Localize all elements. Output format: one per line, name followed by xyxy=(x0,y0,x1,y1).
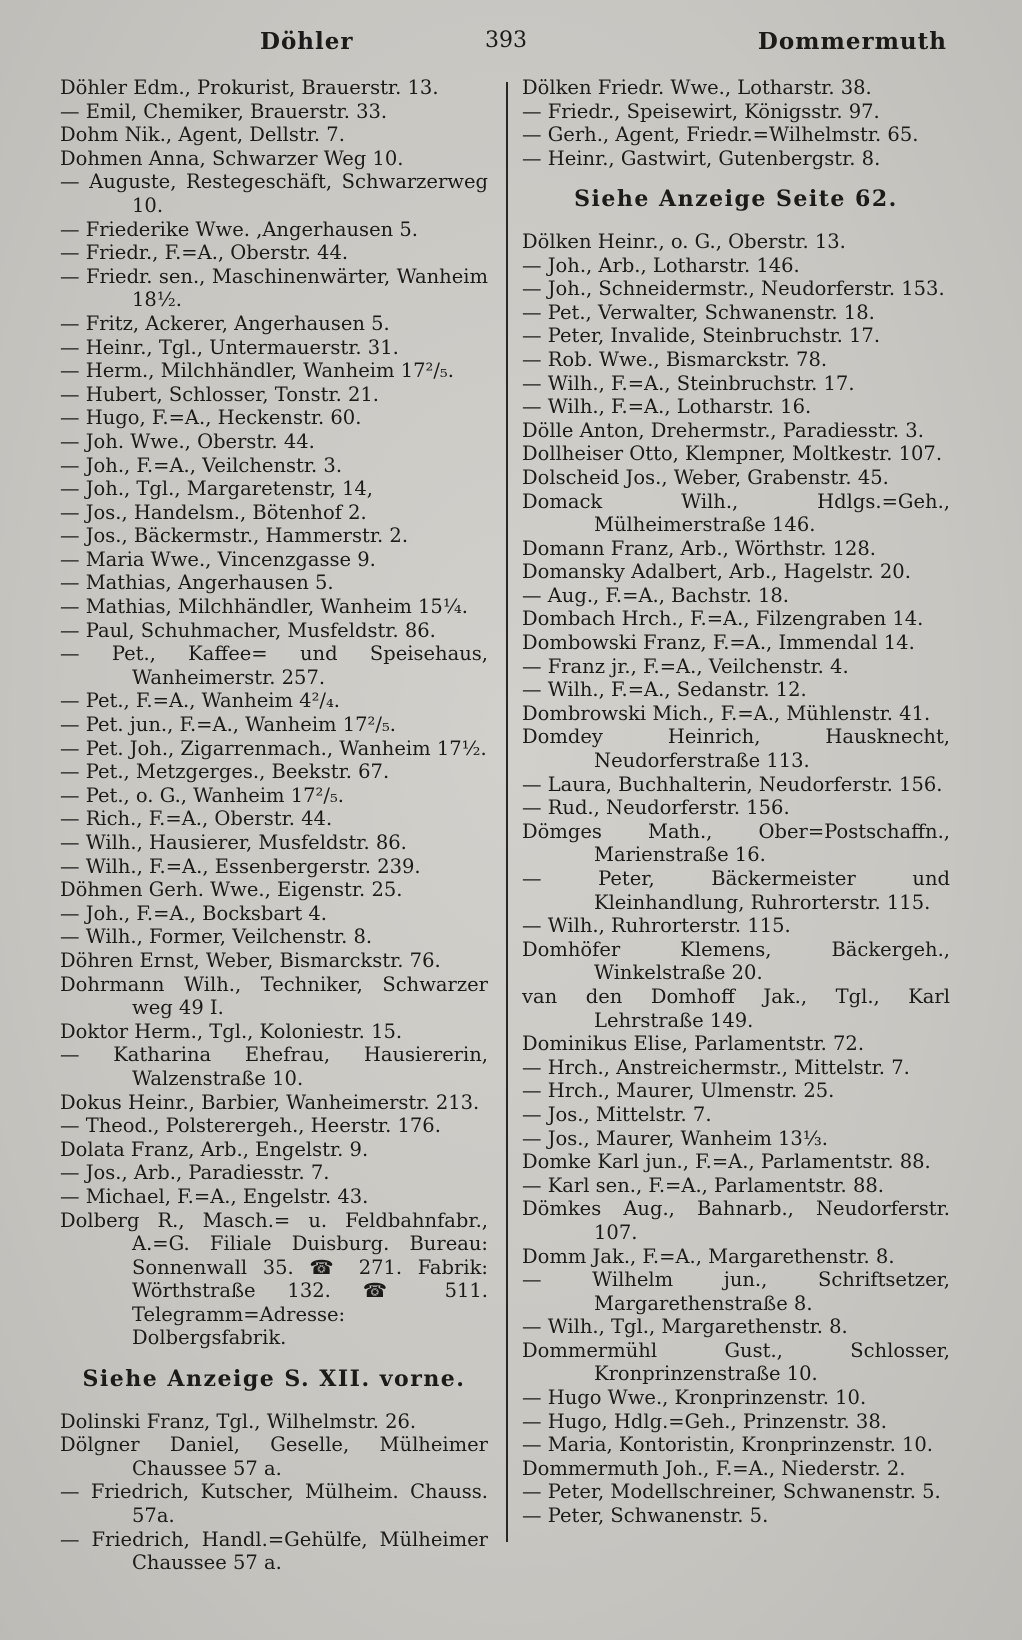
directory-entry: Dombrowski Mich., F.=A., Mühlenstr. 41. xyxy=(522,701,931,725)
directory-entry: — Laura, Buchhalterin, Neudorferstr. 156. xyxy=(522,772,943,796)
directory-entry: — Joh., Schneidermstr., Neudorferstr. 153. xyxy=(522,277,945,301)
directory-entry: — Wilhelm jun., Schriftsetzer, Margarethenstraße 8. xyxy=(522,1268,950,1315)
directory-entry: Domdey Heinrich, Hausknecht, Neudorferstraße 113. xyxy=(522,725,950,773)
directory-entry: — Emil, Chemiker, Brauerstr. 33. xyxy=(60,99,388,123)
directory-entry: — Friedr. sen., Maschinenwärter, Wanheim 18½. xyxy=(60,264,488,312)
directory-entry: — Wilh., Ruhrorterstr. 115. xyxy=(522,914,791,938)
directory-entry: Dommermühl Gust., Schlosser, Kronprinzenstraße 10. xyxy=(522,1338,950,1386)
directory-entry: — Wilh., F.=A., Steinbruchstr. 17. xyxy=(522,371,855,395)
directory-entry: Dolinski Franz, Tgl., Wilhelmstr. 26. xyxy=(60,1409,417,1433)
directory-entry: Dohm Nik., Agent, Dellstr. 7. xyxy=(60,123,345,147)
directory-entry: Domansky Adalbert, Arb., Hagelstr. 20. xyxy=(522,560,911,584)
left-column xyxy=(60,76,488,1575)
directory-entry: — Wilh., F.=A., Sedanstr. 12. xyxy=(522,678,807,702)
directory-entry: — Hrch., Maurer, Ulmenstr. 25. xyxy=(522,1079,835,1103)
directory-entry: Dollheiser Otto, Klempner, Moltkestr. 107. xyxy=(522,442,943,466)
directory-entry: — Rich., F.=A., Oberstr. 44. xyxy=(60,807,333,831)
directory-entry: — Pet., Kaffee= und Speisehaus, Wanheimerstr. 257. xyxy=(60,642,488,689)
directory-entry: — Pet. jun., F.=A., Wanheim 17²/₅. xyxy=(60,713,396,737)
directory-entry: — Rob. Wwe., Bismarckstr. 78. xyxy=(522,347,828,371)
advertisement-notice: Siehe Anzeige S. XII. vorne. xyxy=(82,1366,466,1393)
directory-entry: — Paul, Schuhmacher, Musfeldstr. 86. xyxy=(60,618,436,642)
directory-entry: — Herm., Milchhändler, Wanheim 17²/₅. xyxy=(60,359,454,383)
directory-entry: Domhöfer Klemens, Bäckergeh., Winkelstraße 20. xyxy=(522,937,950,985)
directory-entry: Dölken Heinr., o. G., Oberstr. 13. xyxy=(522,229,846,253)
directory-entry: Dombach Hrch., F.=A., Filzengraben 14. xyxy=(522,607,924,631)
directory-entry: — Friedr., Speisewirt, Königsstr. 97. xyxy=(522,99,880,123)
directory-entry: Dolberg R., Masch.= u. Feldbahnfabr., A.=G. Filiale Duisburg. Bureau: Sonnenwall 35. ☎ 271. Fabrik: Wörthstraße 132. ☎ 511. Telegramm=Adresse: Dolbergsfabrik. xyxy=(60,1208,488,1350)
directory-entry: Döhler Edm., Prokurist, Brauerstr. 13. xyxy=(60,76,439,99)
directory-entry: — Joh., Tgl., Margaretenstr, 14, xyxy=(60,477,373,501)
directory-entry: Döhmen Gerh. Wwe., Eigenstr. 25. xyxy=(60,878,403,902)
directory-entry: Domm Jak., F.=A., Margarethenstr. 8. xyxy=(522,1244,895,1268)
directory-entry: — Michael, F.=A., Engelstr. 43. xyxy=(60,1184,369,1208)
directory-entry: Dombowski Franz, F.=A., Immendal 14. xyxy=(522,631,915,655)
directory-entry: — Jos., Mittelstr. 7. xyxy=(522,1102,712,1126)
directory-entry: Dömges Math., Ober=Postschaffn., Marienstraße 16. xyxy=(522,819,950,867)
directory-entry: — Pet., Verwalter, Schwanenstr. 18. xyxy=(522,300,875,324)
right-column xyxy=(522,76,950,1528)
directory-entry: — Joh., F.=A., Veilchenstr. 3. xyxy=(60,453,343,477)
directory-entry: — Mathias, Milchhändler, Wanheim 15¼. xyxy=(60,595,468,619)
directory-entry: — Hugo Wwe., Kronprinzenstr. 10. xyxy=(522,1386,867,1410)
column-divider xyxy=(506,82,508,1542)
directory-entry: Dommermuth Joh., F.=A., Niederstr. 2. xyxy=(522,1456,906,1480)
directory-entry: — Heinr., Gastwirt, Gutenbergstr. 8. xyxy=(522,146,881,170)
directory-entry: Doktor Herm., Tgl., Koloniestr. 15. xyxy=(60,1019,403,1043)
directory-entry: — Pet., o. G., Wanheim 17²/₅. xyxy=(60,783,344,807)
directory-entry: — Jos., Bäckermstr., Hammerstr. 2. xyxy=(60,524,409,548)
directory-entry: — Hubert, Schlosser, Tonstr. 21. xyxy=(60,382,380,406)
directory-entry: — Friedr., F.=A., Oberstr. 44. xyxy=(60,241,349,265)
directory-entry: — Peter, Bäckermeister und Kleinhandlung, Ruhrorterstr. 115. xyxy=(522,867,950,914)
header-first-entry: Döhler xyxy=(260,28,354,55)
directory-entry: Domack Wilh., Hdlgs.=Geh., Mülheimerstraße 146. xyxy=(522,489,950,537)
directory-entry: Dolata Franz, Arb., Engelstr. 9. xyxy=(60,1137,369,1161)
directory-entry: — Karl sen., F.=A., Parlamentstr. 88. xyxy=(522,1173,884,1197)
directory-entry: — Rud., Neudorferstr. 156. xyxy=(522,796,790,820)
directory-entry: — Auguste, Restegeschäft, Schwarzerweg 10. xyxy=(60,170,488,217)
page-number: 393 xyxy=(485,28,527,53)
directory-entry: — Fritz, Ackerer, Angerhausen 5. xyxy=(60,311,390,335)
directory-entry: — Hugo, Hdlg.=Geh., Prinzenstr. 38. xyxy=(522,1409,887,1433)
directory-entry: — Hrch., Anstreichermstr., Mittelstr. 7. xyxy=(522,1055,910,1079)
directory-entry: — Friedrich, Handl.=Gehülfe, Mülheimer Chaussee 57 a. xyxy=(60,1527,488,1575)
directory-entry: — Maria Wwe., Vincenzgasse 9. xyxy=(60,547,376,571)
directory-entry: — Jos., Maurer, Wanheim 13⅓. xyxy=(522,1126,828,1150)
directory-entry: Dokus Heinr., Barbier, Wanheimerstr. 213. xyxy=(60,1090,480,1114)
directory-entry: — Jos., Handelsm., Bötenhof 2. xyxy=(60,500,367,524)
directory-entry: — Peter, Invalide, Steinbruchstr. 17. xyxy=(522,324,881,348)
directory-entry: — Joh. Wwe., Oberstr. 44. xyxy=(60,429,315,453)
directory-entry: — Mathias, Angerhausen 5. xyxy=(60,571,334,595)
directory-entry: — Theod., Polsterergeh., Heerstr. 176. xyxy=(60,1114,441,1138)
directory-entry: — Hugo, F.=A., Heckenstr. 60. xyxy=(60,406,362,430)
directory-entry: Dohrmann Wilh., Techniker, Schwarzer weg 49 I. xyxy=(60,972,488,1020)
directory-entry: — Peter, Schwanenstr. 5. xyxy=(522,1504,769,1528)
directory-entry: — Heinr., Tgl., Untermauerstr. 31. xyxy=(60,335,399,359)
directory-entry: Dominikus Elise, Parlamentstr. 72. xyxy=(522,1032,865,1056)
directory-entry: — Wilh., Tgl., Margarethenstr. 8. xyxy=(522,1315,848,1339)
directory-entry: van den Domhoff Jak., Tgl., Karl Lehrstraße 149. xyxy=(522,984,950,1032)
directory-entry: — Wilh., Hausierer, Musfeldstr. 86. xyxy=(60,831,407,854)
page-header xyxy=(60,28,967,68)
directory-entry: — Pet., F.=A., Wanheim 4²/₄. xyxy=(60,689,340,713)
directory-entry: Dolscheid Jos., Weber, Grabenstr. 45. xyxy=(522,465,889,489)
directory-entry: — Jos., Arb., Paradiesstr. 7. xyxy=(60,1161,330,1185)
directory-entry: Domann Franz, Arb., Wörthstr. 128. xyxy=(522,536,877,560)
directory-entry: Döhren Ernst, Weber, Bismarckstr. 76. xyxy=(60,948,441,972)
directory-entry: — Pet., Metzgerges., Beekstr. 67. xyxy=(60,760,390,784)
directory-entry: — Joh., F.=A., Bocksbart 4. xyxy=(60,901,328,925)
directory-entry: — Maria, Kontoristin, Kronprinzenstr. 10. xyxy=(522,1433,933,1457)
directory-entry: Domke Karl jun., F.=A., Parlamentstr. 88. xyxy=(522,1150,931,1174)
advertisement-notice: Siehe Anzeige Seite 62. xyxy=(574,186,898,213)
directory-entry: — Friederike Wwe. ,Angerhausen 5. xyxy=(60,217,418,241)
directory-entry: Dömkes Aug., Bahnarb., Neudorferstr. 107. xyxy=(522,1197,950,1244)
header-last-entry: Dommermuth xyxy=(757,28,947,55)
directory-entry: — Wilh., F.=A., Lotharstr. 16. xyxy=(522,395,812,419)
directory-entry: Dohmen Anna, Schwarzer Weg 10. xyxy=(60,146,404,170)
directory-entry: — Peter, Modellschreiner, Schwanenstr. 5. xyxy=(522,1480,941,1504)
directory-entry: Dölle Anton, Drehermstr., Paradiesstr. 3. xyxy=(522,418,924,442)
directory-entry: — Friedrich, Kutscher, Mülheim. Chauss. 57a. xyxy=(60,1480,488,1528)
directory-entry: — Gerh., Agent, Friedr.=Wilhelmstr. 65. xyxy=(522,123,919,147)
directory-entry: — Pet. Joh., Zigarrenmach., Wanheim 17½. xyxy=(60,736,487,760)
directory-entry: — Wilh., Former, Veilchenstr. 8. xyxy=(60,925,373,949)
directory-entry: — Joh., Arb., Lotharstr. 146. xyxy=(522,253,800,277)
directory-entry: Dölgner Daniel, Geselle, Mülheimer Chaussee 57 a. xyxy=(60,1433,488,1480)
directory-entry: — Katharina Ehefrau, Hausiererin, Walzenstraße 10. xyxy=(60,1043,488,1090)
directory-entry: — Wilh., F.=A., Essenbergerstr. 239. xyxy=(60,854,421,878)
directory-entry: — Aug., F.=A., Bachstr. 18. xyxy=(522,583,789,607)
directory-entry: — Franz jr., F.=A., Veilchenstr. 4. xyxy=(522,654,849,678)
directory-entry: Dölken Friedr. Wwe., Lotharstr. 38. xyxy=(522,76,872,99)
